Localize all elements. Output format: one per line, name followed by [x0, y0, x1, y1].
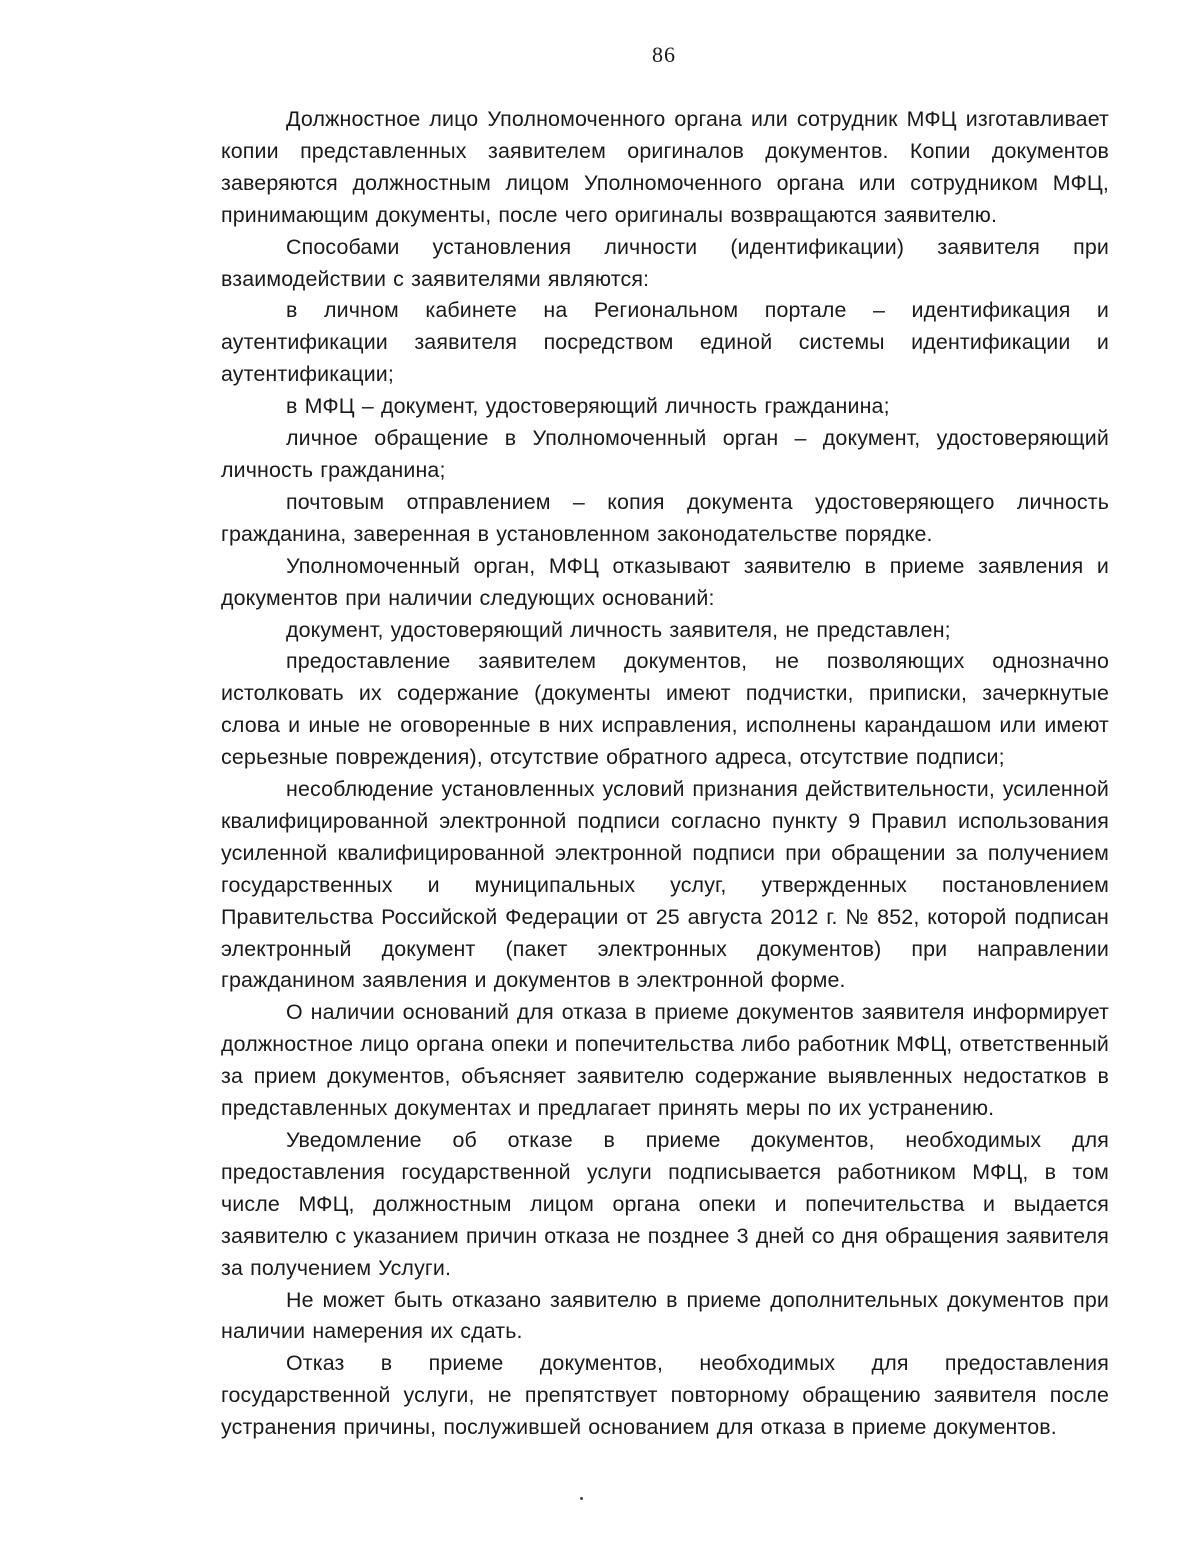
- paragraph-10: несоблюдение установленных условий признания действительности, усиленной квалифицированной электронной подписи согласно пункту 9 Правил использования усиленной квалифицированной электронной подписи при обращении за получением государственных и муниципальных услуг, утвержденных постановлением Правительства Российской Федерации от 25 августа 2012 г. № 852, которой подписан электронный документ (пакет электронных документов) при направлении гражданином заявления и документов в электронной форме.: [221, 777, 1109, 993]
- paragraph-14: Отказ в приеме документов, необходимых для предоставления государственной услуги, не препятствует повторному обращению заявителя после устранения причины, послужившей основанием для отказа в приеме документов.: [221, 1351, 1109, 1440]
- paragraph-4: в МФЦ – документ, удостоверяющий личность гражданина;: [286, 394, 890, 419]
- scan-dot-mark: [580, 1497, 583, 1500]
- document-body: [221, 104, 1109, 1444]
- paragraph-9: предоставление заявителем документов, не позволяющих однозначно истолковать их содержание (документы имеют подчистки, приписки, зачеркнутые слова и иные не оговоренные в них исправления, исполнены карандашом или имеют серьезные повреждения), отсутствие обратного адреса, отсутствие подписи;: [221, 649, 1109, 770]
- paragraph-6: почтовым отправлением – копия документа удостоверяющего личность гражданина, заверенная в установленном законодательстве порядке.: [221, 489, 1109, 546]
- paragraph-8: документ, удостоверяющий личность заявителя, не представлен;: [286, 617, 951, 642]
- paragraph-11: О наличии оснований для отказа в приеме документов заявителя информирует должностное лицо органа опеки и попечительства либо работник МФЦ, ответственный за прием документов, объясняет заявителю содержание выявленных недостатков в представленных документах и предлагает принять меры по их устранению.: [221, 1000, 1109, 1121]
- paragraph-1: Должностное лицо Уполномоченного органа или сотрудник МФЦ изготавливает копии представленных заявителем оригиналов документов. Копии документов заверяются должностным лицом Уполномоченного органа или сотрудником МФЦ, принимающим документы, после чего оригиналы возвращаются заявителю.: [221, 107, 1109, 227]
- paragraph-12: Уведомление об отказе в приеме документов, необходимых для предоставления государственной услуги подписывается работником МФЦ, в том числе МФЦ, должностным лицом органа опеки и попечительства и выдается заявителю с указанием причин отказа не позднее 3 дней со дня обращения заявителя за получением Услуги.: [221, 1128, 1109, 1280]
- paragraph-3: в личном кабинете на Региональном портале – идентификация и аутентификации заявителя посредством единой системы идентификации и аутентификации;: [221, 298, 1109, 387]
- paragraph-13: Не может быть отказано заявителю в приеме дополнительных документов при наличии намерения их сдать.: [221, 1287, 1109, 1344]
- page-number: 86: [652, 42, 676, 67]
- paragraph-5: личное обращение в Уполномоченный орган – документ, удостоверяющий личность гражданина;: [221, 426, 1109, 482]
- paragraph-7: Уполномоченный орган, МФЦ отказывают заявителю в приеме заявления и документов при наличии следующих оснований:: [221, 553, 1109, 610]
- paragraph-2: Способами установления личности (идентификации) заявителя при взаимодействии с заявителями являются:: [221, 234, 1109, 291]
